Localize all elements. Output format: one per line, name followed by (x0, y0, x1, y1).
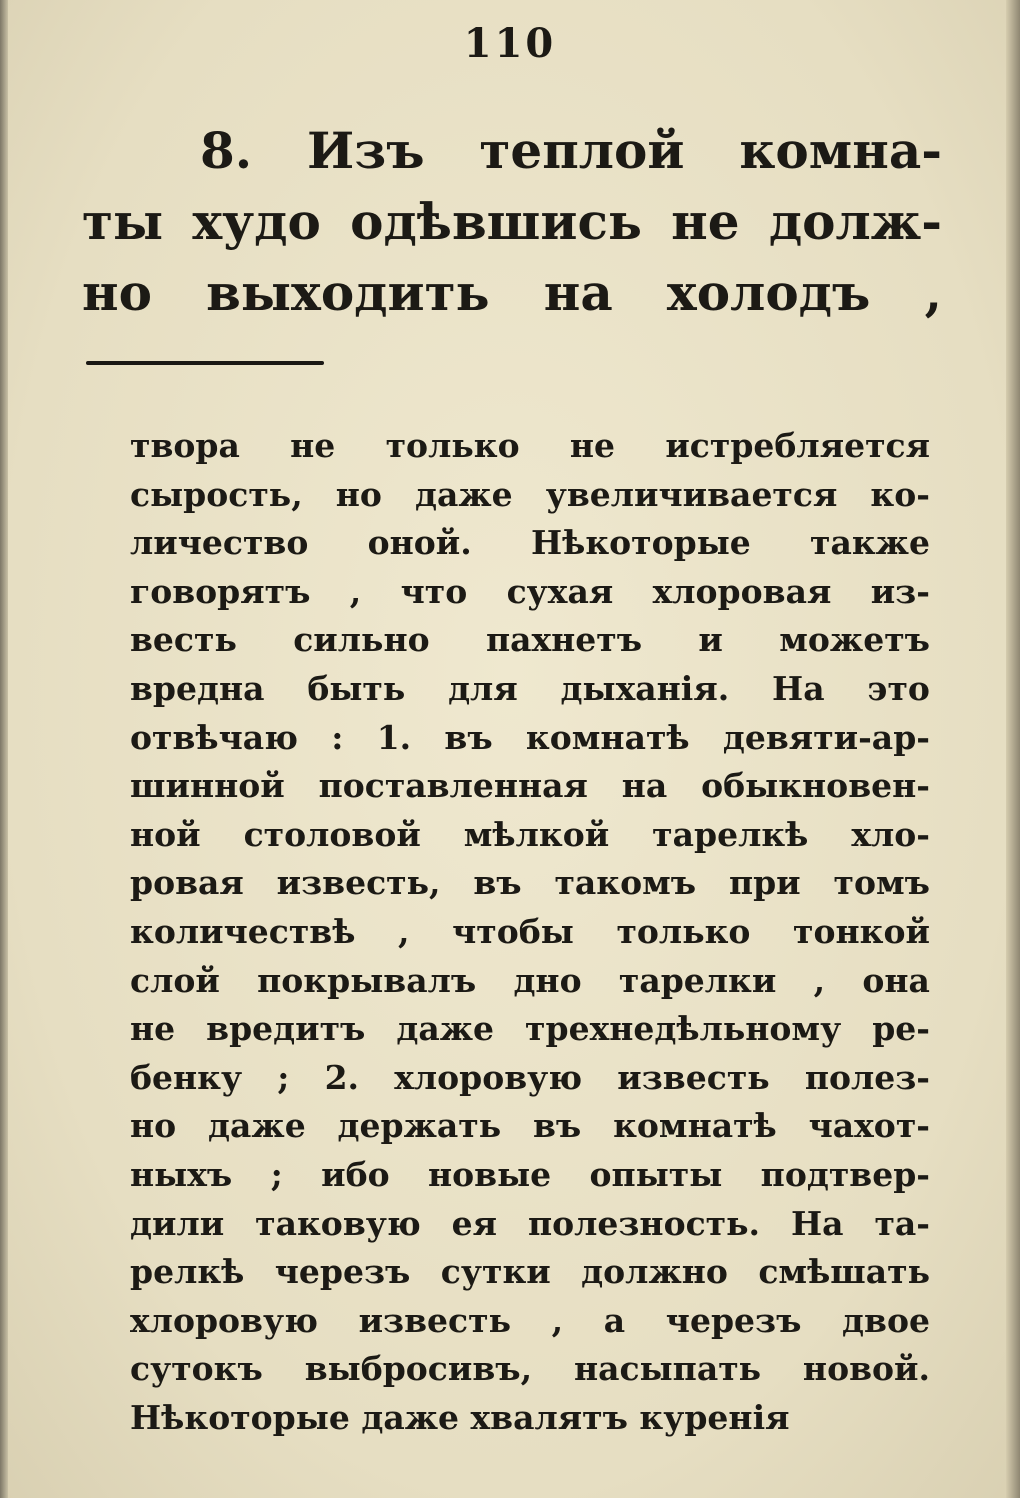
word: : (331, 717, 344, 757)
word: не (671, 192, 740, 251)
word: вредитъ (206, 1009, 366, 1049)
word: на (621, 766, 668, 806)
word: пахнетъ (485, 620, 643, 660)
word: смѣшать (758, 1252, 930, 1292)
word: но (130, 1106, 177, 1146)
word: тонкой (793, 911, 930, 951)
word: комнатѣ (525, 717, 690, 757)
section-heading (82, 115, 942, 328)
body-line (130, 1102, 930, 1151)
word: не (290, 426, 336, 465)
word: девяти-ар- (722, 717, 930, 757)
word: дыханія. (560, 668, 730, 708)
body-line (130, 714, 930, 763)
word: при (728, 863, 801, 903)
word: оной. (367, 523, 472, 563)
word: ; (270, 1154, 283, 1194)
word: , (398, 911, 410, 951)
word: въ (532, 1106, 582, 1146)
word: полез- (804, 1057, 930, 1097)
word: сутокъ (130, 1349, 263, 1389)
word: бенку (130, 1057, 243, 1097)
word: не (569, 426, 616, 465)
word: , (924, 263, 942, 322)
word: ко- (870, 474, 930, 514)
word: на (543, 263, 613, 322)
word: даже (414, 474, 513, 514)
word: столовой (243, 814, 421, 854)
word: холодъ (666, 263, 871, 322)
word: та- (874, 1203, 930, 1243)
word: На (790, 1203, 844, 1243)
word: хлоровую (394, 1057, 583, 1097)
word: тарелкѣ (652, 814, 809, 854)
heading-line (82, 257, 942, 328)
word: известь, (276, 863, 441, 903)
word: тарелки (618, 960, 777, 1000)
word: даже (396, 1009, 495, 1049)
word: весть (130, 620, 237, 660)
word: двое (842, 1300, 930, 1340)
word: въ (444, 717, 493, 757)
word: а (603, 1300, 626, 1340)
body-line: Нѣкоторые даже хвалятъ куренія (130, 1397, 790, 1437)
word: известь (617, 1057, 770, 1097)
word: из- (870, 571, 930, 611)
heading-line (82, 115, 942, 186)
body-text (130, 422, 930, 1442)
body-line (130, 908, 930, 957)
body-line (130, 1248, 930, 1297)
body-line (130, 616, 930, 665)
word: черезъ (274, 1252, 411, 1292)
word: личество (130, 523, 309, 563)
word: даже (208, 1106, 306, 1146)
separator-rule (86, 361, 324, 365)
word: ибо (321, 1154, 390, 1194)
word: теплой (479, 121, 685, 180)
page-right-edge-shadow (1006, 0, 1020, 1498)
word: количествѣ (130, 911, 356, 951)
word: сырость, (130, 474, 303, 514)
body-line (130, 1345, 930, 1394)
word: известь (358, 1300, 511, 1340)
body-line (130, 1005, 930, 1054)
word: сильно (293, 620, 430, 660)
word: ной (130, 814, 201, 854)
word: вредна (130, 668, 265, 708)
word: ныхъ (130, 1154, 233, 1194)
word: На (772, 668, 825, 708)
word: выбросивъ, (304, 1349, 533, 1389)
word: одѣвшись (350, 192, 642, 251)
word: черезъ (665, 1300, 802, 1340)
word: томъ (833, 863, 930, 903)
body-line (130, 1200, 930, 1249)
word: новой. (802, 1349, 930, 1389)
word: Нѣкоторые (530, 523, 751, 563)
word: но (82, 263, 152, 322)
word: чахот- (808, 1106, 930, 1146)
body-line (130, 471, 930, 520)
word: новые (428, 1154, 552, 1194)
word: сутки (440, 1252, 551, 1292)
word: слой (130, 960, 220, 1000)
word: ея (451, 1203, 498, 1243)
word: хлоровую (130, 1300, 318, 1340)
word: въ (473, 863, 522, 903)
word: обыкновен- (701, 766, 930, 806)
body-line (130, 519, 930, 568)
word: релкѣ (130, 1252, 245, 1292)
word: Изъ (307, 121, 425, 180)
word: твора (130, 426, 240, 465)
word: также (810, 523, 930, 563)
word: говорятъ (130, 571, 311, 611)
word: для (448, 668, 518, 708)
word: но (335, 474, 382, 514)
word: , (813, 960, 826, 1000)
word: опыты (589, 1154, 723, 1194)
body-line (130, 957, 930, 1006)
word: истребляется (665, 426, 930, 465)
word: дно (513, 960, 582, 1000)
word: трехнедѣльному (525, 1009, 842, 1049)
word: мѣлкой (463, 814, 610, 854)
word: комнатѣ (613, 1106, 777, 1146)
body-line (130, 665, 930, 714)
body-line (130, 859, 930, 908)
word: хлоровая (652, 571, 832, 611)
word: подтвер- (760, 1154, 930, 1194)
word: должно (581, 1252, 728, 1292)
word: и (698, 620, 723, 660)
word: не (130, 1009, 176, 1049)
word: ре- (872, 1009, 930, 1049)
body-line (130, 762, 930, 811)
word: 8. (200, 121, 253, 180)
word: такомъ (554, 863, 697, 903)
word: долж- (768, 192, 942, 251)
word: комна- (739, 121, 942, 180)
word: таковую (255, 1203, 421, 1243)
word: чтобы (452, 911, 574, 951)
word: поставленная (318, 766, 588, 806)
word: что (400, 571, 468, 611)
word: шинной (130, 766, 285, 806)
word: ты (82, 192, 164, 251)
page-number: 110 (463, 20, 557, 67)
word: только (616, 911, 751, 951)
word: увеличивается (545, 474, 838, 514)
body-line (130, 1297, 930, 1346)
word: покрывалъ (257, 960, 477, 1000)
word: ; (277, 1057, 290, 1097)
word: она (862, 960, 930, 1000)
word: можетъ (779, 620, 930, 660)
word: 2. (324, 1057, 360, 1097)
word: выходить (206, 263, 490, 322)
page-left-edge-shadow (0, 0, 8, 1498)
body-line (130, 1054, 930, 1103)
word: хло- (851, 814, 930, 854)
word: полезность. (527, 1203, 761, 1243)
word: держать (337, 1106, 502, 1146)
word: насыпать (573, 1349, 762, 1389)
word: только (385, 426, 520, 465)
word: это (867, 668, 930, 708)
word: худо (192, 192, 321, 251)
word: , (349, 571, 362, 611)
word: ровая (130, 863, 244, 903)
word: быть (307, 668, 406, 708)
body-line (130, 422, 930, 471)
word: 1. (376, 717, 412, 757)
word: дили (130, 1203, 225, 1243)
body-line (130, 811, 930, 860)
body-line (130, 568, 930, 617)
word: , (551, 1300, 564, 1340)
word: сухая (506, 571, 614, 611)
word: отвѣчаю (130, 717, 298, 757)
body-line (130, 1151, 930, 1200)
heading-line (82, 186, 942, 257)
